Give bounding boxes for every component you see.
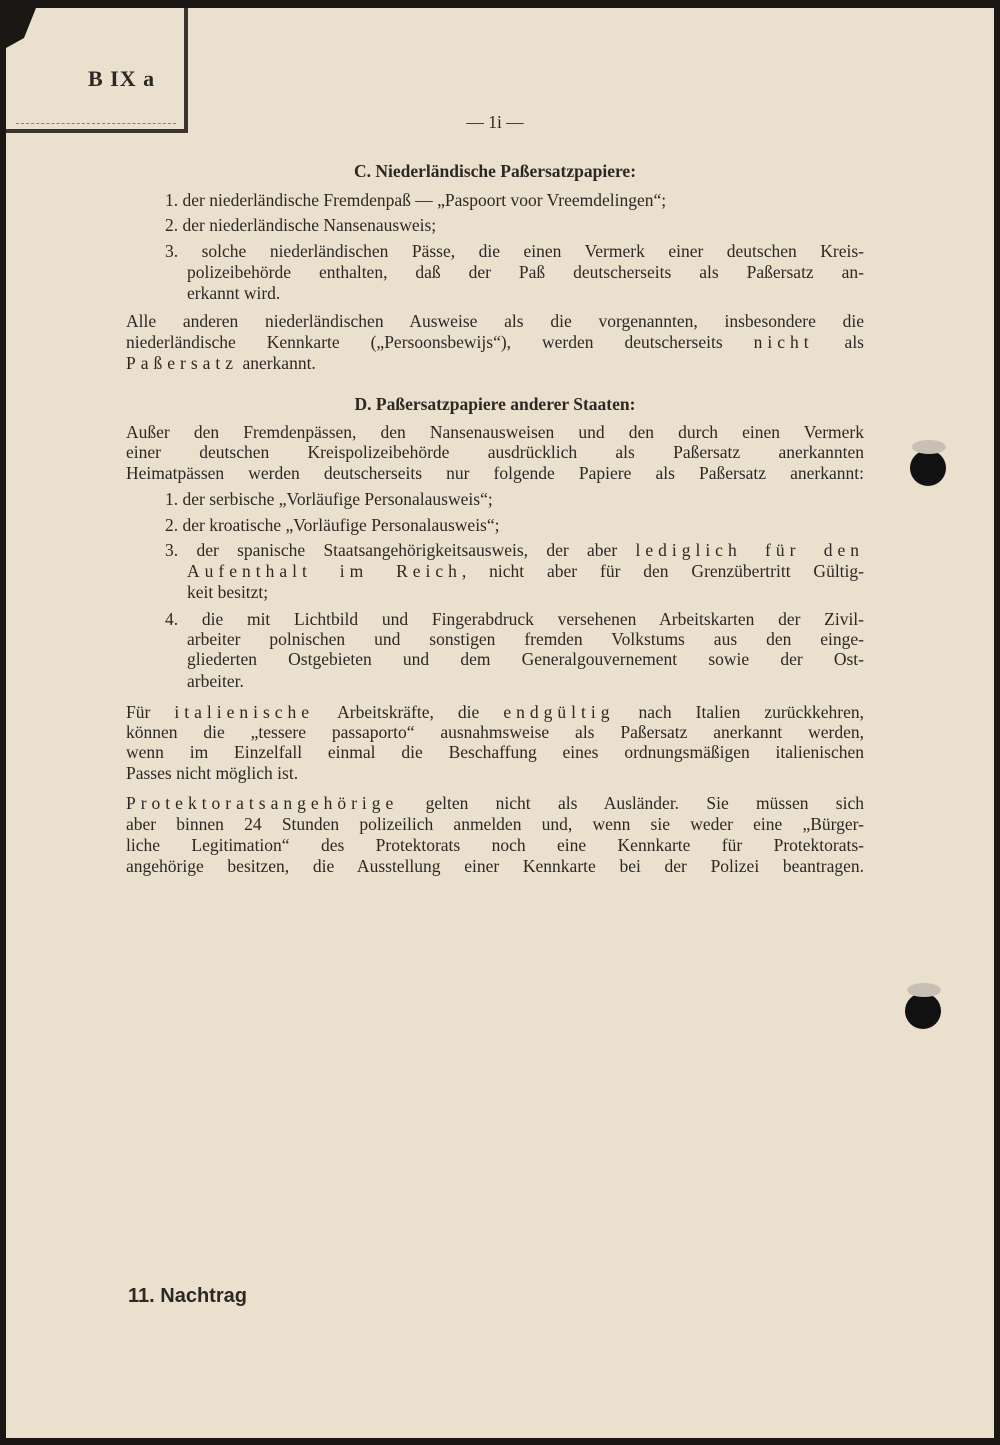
- text-line: [126, 160, 864, 182]
- text-line: [126, 352, 864, 374]
- text-line: [126, 393, 864, 415]
- text-line: [187, 670, 864, 692]
- emphasized-text: Protektoratsangehörige: [126, 793, 399, 813]
- text-segment: arbeiter.: [187, 671, 244, 691]
- text-line: [126, 310, 864, 332]
- text-line: [165, 240, 864, 262]
- text-segment: 1. der serbische „Vorläufige Personalausweis“;: [165, 489, 493, 509]
- text-segment: , nicht aber für den Grenzübertritt Gültig-: [461, 561, 864, 581]
- text-segment: als: [813, 332, 864, 352]
- text-line: [165, 514, 865, 536]
- emphasized-text: lediglich für den: [635, 540, 865, 560]
- text-segment: 2. der kroatische „Vorläufige Personalausweis“;: [165, 515, 500, 535]
- text-line: [165, 539, 864, 561]
- text-segment: können die „tessere passaporto“ ausnahmsweise als Paßersatz anerkannt werden,: [126, 722, 864, 742]
- text-segment: Außer den Fremdenpässen, den Nansenausweisen und den durch einen Vermerk: [126, 422, 864, 442]
- emphasized-text: nicht: [753, 332, 814, 352]
- page-number: — 1i —: [466, 112, 524, 132]
- text-line: [126, 721, 864, 743]
- text-segment: D. Paßersatzpapiere anderer Staaten:: [354, 394, 636, 414]
- text-line: [126, 462, 864, 484]
- text-segment: C. Niederländische Paßersatzpapiere:: [353, 161, 637, 181]
- text-segment: niederländische Kennkarte („Persoonsbewijs“), werden deutscherseits: [126, 332, 754, 352]
- text-line: [187, 648, 864, 670]
- text-line: [165, 608, 864, 630]
- text-segment: nach Italien zurückkehren,: [614, 702, 864, 722]
- text-segment: wenn im Einzelfall einmal die Beschaffung eines ordnungsmäßigen italienischen: [126, 742, 864, 762]
- register-label: B IX a: [88, 66, 156, 91]
- text-line: [187, 628, 864, 650]
- text-line: [165, 488, 865, 510]
- text-line: [126, 834, 864, 856]
- supplement-label: 11. Nachtrag: [128, 1285, 247, 1307]
- text-line: [126, 701, 864, 723]
- text-segment: anerkannt.: [238, 353, 316, 373]
- text-segment: liche Legitimation“ des Protektorats noch eine Kennkarte für Protektorats-: [126, 835, 864, 855]
- emphasized-text: italienische: [174, 702, 315, 722]
- text-segment: aber binnen 24 Stunden polizeilich anmelden und, wenn sie weder eine „Bürger-: [126, 814, 864, 834]
- text-line: [187, 282, 864, 304]
- text-segment: angehörige besitzen, die Ausstellung einer Kennkarte bei der Polizei beantragen.: [126, 856, 864, 876]
- text-line: [165, 214, 865, 236]
- text-segment: Arbeitskräfte, die: [314, 702, 504, 722]
- text-line: [126, 421, 864, 443]
- text-segment: 2. der niederländische Nansenausweis;: [165, 215, 437, 235]
- text-segment: gelten nicht als Ausländer. Sie müssen sich: [398, 793, 864, 813]
- text-segment: 3. der spanische Staatsangehörigkeitsausweis, der aber: [165, 540, 636, 560]
- text-line: [165, 189, 865, 211]
- text-line: [126, 441, 864, 463]
- emphasized-text: endgültig: [503, 702, 615, 722]
- text-line: [126, 762, 864, 784]
- text-segment: einer deutschen Kreispolizeibehörde ausdrücklich als Paßersatz anerkannten: [126, 442, 864, 462]
- text-line: [187, 261, 864, 283]
- emphasized-text: Paßersatz: [126, 353, 239, 373]
- text-segment: 1. der niederländische Fremdenpaß — „Paspoort voor Vreemdelingen“;: [165, 190, 667, 210]
- text-line: [126, 331, 864, 353]
- text-segment: keit besitzt;: [187, 582, 269, 602]
- text-segment: Alle anderen niederländischen Ausweise als die vorgenannten, insbesondere die: [126, 311, 864, 331]
- text-segment: Heimatpässen werden deutscherseits nur folgende Papiere als Paßersatz anerkannt:: [126, 463, 864, 483]
- text-line: [187, 560, 864, 582]
- text-segment: gliederten Ostgebieten und dem Generalgouvernement sowie der Ost-: [187, 649, 864, 669]
- text-segment: Passes nicht möglich ist.: [126, 763, 299, 783]
- emphasized-text: Aufenthalt im Reich: [187, 561, 462, 581]
- punch-hole: [905, 993, 941, 1029]
- text-segment: Für: [126, 702, 175, 722]
- text-line: [187, 581, 864, 603]
- text-segment: 3. solche niederländischen Pässe, die einen Vermerk einer deutschen Kreis-: [165, 241, 864, 261]
- punch-hole: [910, 450, 946, 486]
- text-segment: arbeiter polnischen und sonstigen fremden Volkstums aus den einge-: [187, 629, 864, 649]
- text-segment: 4. die mit Lichtbild und Fingerabdruck versehenen Arbeitskarten der Zivil-: [165, 609, 864, 629]
- text-segment: polizeibehörde enthalten, daß der Paß deutscherseits als Paßersatz an-: [187, 262, 864, 282]
- text-line: [126, 855, 864, 877]
- text-line: [126, 792, 864, 814]
- text-line: [126, 741, 864, 763]
- text-line: [126, 813, 864, 835]
- text-segment: erkannt wird.: [187, 283, 281, 303]
